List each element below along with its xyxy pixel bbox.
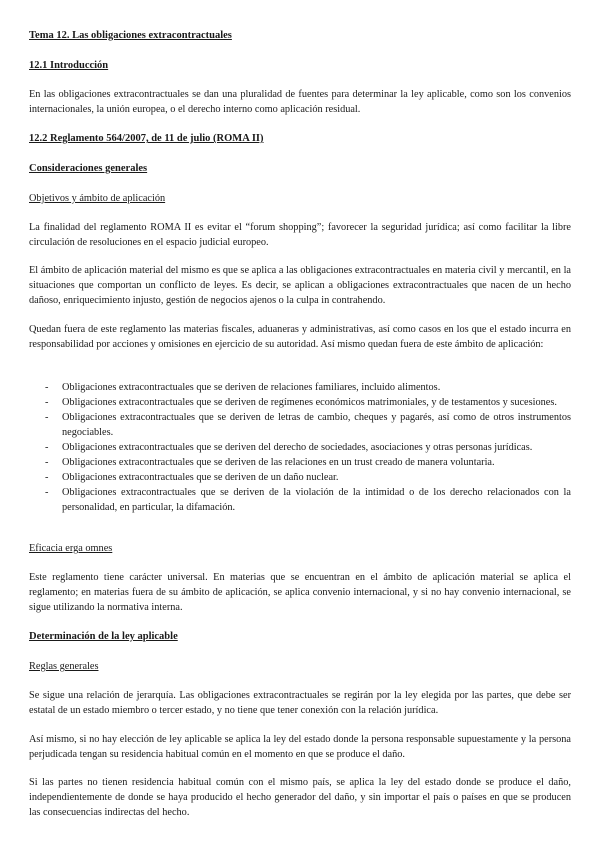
list-item <box>29 440 571 455</box>
list-item <box>29 485 571 515</box>
document-title: Tema 12. Las obligaciones extracontractuales <box>29 30 232 41</box>
list-dash: - <box>45 442 49 453</box>
list-dash: - <box>45 457 49 468</box>
paragraph-objetivos-3: Quedan fuera de este reglamento las materias fiscales, aduaneras y administrativas, así como casos en los que el estado incurra en responsabilidad por acciones y omisiones en ejercicio de su autoridad. Así mismo quedan fuera de este ámbito de aplicación: <box>29 324 571 350</box>
subheading-eficacia: Eficacia erga omnes <box>29 543 113 554</box>
list-item-text: Obligaciones extracontractuales que se deriven de las relaciones en un trust creado de manera voluntaria. <box>62 457 495 468</box>
list-item <box>29 380 571 395</box>
list-item <box>29 455 571 470</box>
list-item-text: Obligaciones extracontractuales que se deriven del derecho de sociedades, asociaciones y otras personas jurídicas. <box>62 442 533 453</box>
list-item <box>29 395 571 410</box>
paragraph-objetivos-2: El ámbito de aplicación material del mismo es que se aplica a las obligaciones extracontractuales en materia civil y mercantil, en la situaciones que comportan un conflicto de leyes. Es decir, se aplican a obligaciones extracontractuales que nacen de un hecho dañoso, enriquecimiento injusto, gestión de negocios ajenos o la culpa in contrahendo. <box>29 265 571 306</box>
list-dash: - <box>45 487 49 498</box>
list-item-text: Obligaciones extracontractuales que se deriven de relaciones familiares, incluido alimentos. <box>62 382 441 393</box>
list-dash: - <box>45 472 49 483</box>
subheading-determinacion: Determinación de la ley aplicable <box>29 631 178 642</box>
paragraph-reglas-1: Se sigue una relación de jerarquía. Las obligaciones extracontractuales se regirán por la ley elegida por las partes, que debe ser estatal de un estado miembro o tercer estado, y no tiene que tener conexión con la relación jurídica. <box>29 690 571 716</box>
list-dash: - <box>45 397 49 408</box>
list-item-text: Obligaciones extracontractuales que se deriven de regímenes económicos matrimoniales, y de testamentos y sucesiones. <box>62 397 557 408</box>
list-item-text: Obligaciones extracontractuales que se deriven de la violación de la intimidad o de los derecho relacionados con la personalidad, en particular, la difamación. <box>62 487 571 513</box>
list-dash: - <box>45 412 49 423</box>
list-dash: - <box>45 382 49 393</box>
exclusions-list <box>29 380 571 515</box>
subheading-consideraciones-generales: Consideraciones generales <box>29 163 148 174</box>
paragraph-objetivos-1: La finalidad del reglamento ROMA II es evitar el “forum shopping”; favorecer la seguridad jurídica; así como facilitar la libre circulación de resoluciones en el espacio judicial europeo. <box>29 222 571 248</box>
section-heading-introduccion: 12.1 Introducción <box>29 60 109 71</box>
paragraph-introduccion: En las obligaciones extracontractuales se dan una pluralidad de fuentes para determinar la ley aplicable, como son los convenios internacionales, la unión europea, o el derecho interno como aplicación residual. <box>29 89 571 115</box>
paragraph-reglas-3: Si las partes no tienen residencia habitual común con el mismo país, se aplica la ley del estado donde se produce el daño, independientemente de donde se haya producido el hecho generador del daño, y sin importar el país o países en que se producen las consecuencias indirectas del hecho. <box>29 777 571 818</box>
paragraph-eficacia: Este reglamento tiene carácter universal. En materias que se encuentran en el ámbito de aplicación material se aplica el reglamento; en materias fuera de su ámbito de aplicación, se aplica convenio internacional, y si no hay convenio internacional, se sigue utilizando la normativa interna. <box>29 572 571 613</box>
section-heading-roma-ii: 12.2 Reglamento 564/2007, de 11 de julio (ROMA II) <box>29 133 264 144</box>
list-item <box>29 410 571 440</box>
paragraph-reglas-2: Así mismo, si no hay elección de ley aplicable se aplica la ley del estado donde la persona responsable supuestamente y la persona perjudicada tengan su residencia habitual común en el momento en que se produce el daño. <box>29 734 571 760</box>
list-item-text: Obligaciones extracontractuales que se deriven de un daño nuclear. <box>62 472 339 483</box>
list-item-text: Obligaciones extracontractuales que se deriven de letras de cambio, cheques y pagarés, así como de otros instrumentos negociables. <box>62 412 571 438</box>
list-item <box>29 470 571 485</box>
subheading-reglas-generales: Reglas generales <box>29 661 99 672</box>
subheading-objetivos: Objetivos y ámbito de aplicación <box>29 193 166 204</box>
